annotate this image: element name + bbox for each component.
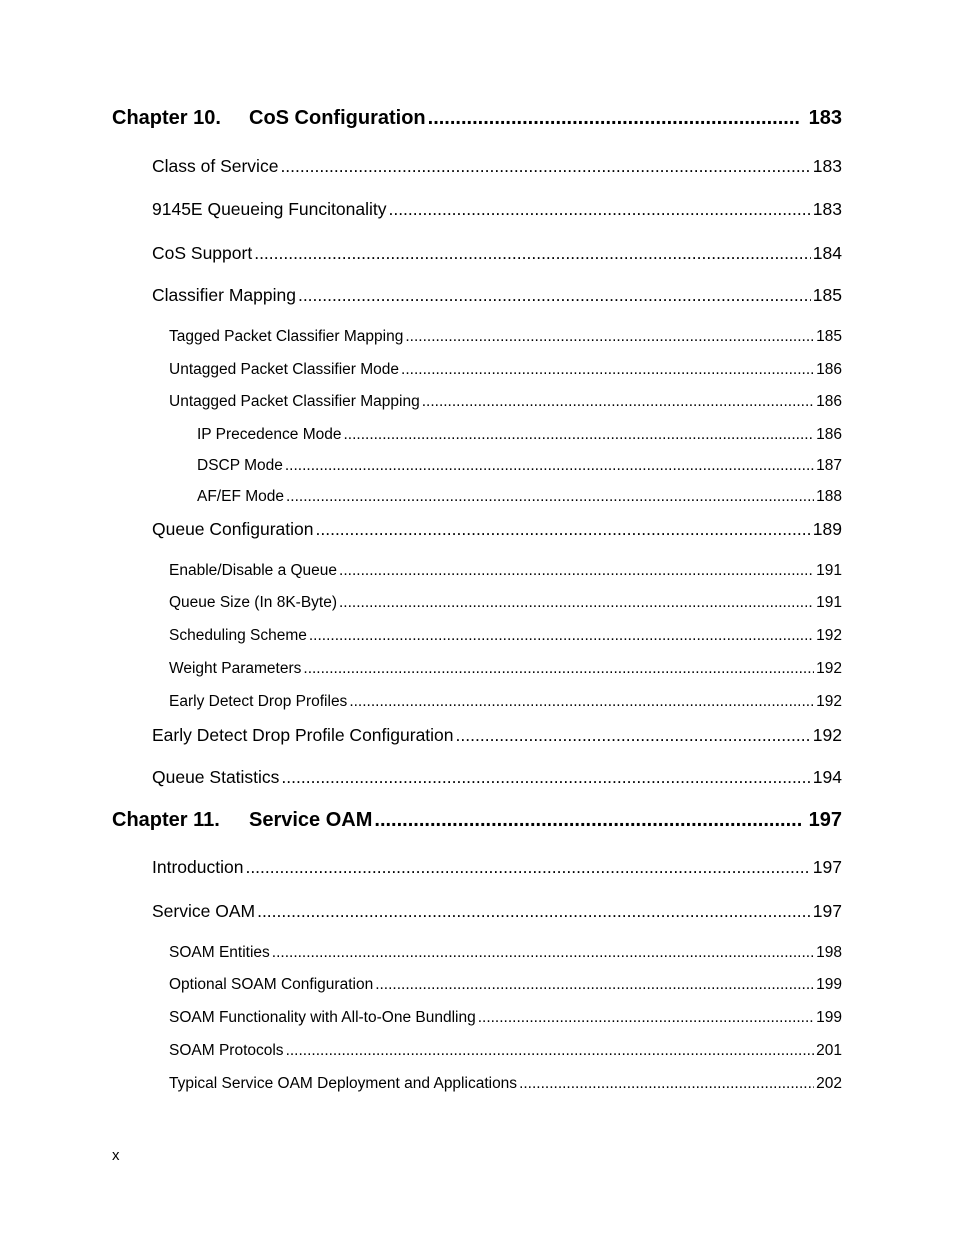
toc-entry-title: Scheduling Scheme [169, 627, 307, 644]
dot-leader [519, 1075, 814, 1093]
toc-entry-title: Class of Service [152, 156, 279, 176]
dot-leader [303, 660, 814, 678]
toc-entry-title: SOAM Protocols [169, 1042, 284, 1059]
dot-leader [257, 901, 811, 922]
dot-leader [405, 328, 814, 346]
toc-entry-title: 9145E Queueing Funcitonality [152, 199, 387, 219]
dot-leader [343, 426, 814, 444]
toc-entry-title: Enable/Disable a Queue [169, 562, 338, 579]
toc-page-number: 202 [816, 1075, 842, 1092]
toc-entry-title: Untagged Packet Classifier Mode [169, 361, 400, 378]
dot-leader [401, 361, 814, 379]
toc-entry[interactable] [169, 562, 842, 580]
chapter-number: Chapter 11. [112, 809, 220, 831]
toc-entry-title: SOAM Functionality with All-to-One Bundling [169, 1009, 476, 1026]
toc-entry[interactable] [197, 457, 842, 475]
dot-leader [388, 199, 810, 220]
toc-entry[interactable] [169, 328, 842, 346]
dot-leader [286, 488, 814, 506]
toc-page-number: 199 [816, 1009, 842, 1026]
toc-entry[interactable] [152, 767, 842, 788]
toc-page-number: 192 [816, 627, 842, 644]
toc-entry-title: Queue Configuration [152, 519, 314, 539]
dot-leader [316, 519, 811, 540]
toc-chapter-entry[interactable] [112, 809, 842, 832]
page-number-footer: x [112, 1147, 120, 1164]
toc-entry-title: Untagged Packet Classifier Mapping [169, 393, 420, 410]
toc-page-number: 188 [816, 488, 842, 505]
toc-page-number: 192 [812, 725, 842, 745]
toc-entry[interactable] [169, 594, 842, 612]
toc-page-number: 183 [812, 199, 842, 219]
toc-entry-title: IP Precedence Mode [197, 426, 342, 443]
dot-leader [349, 693, 814, 711]
toc-entry[interactable] [169, 693, 842, 711]
dot-leader [286, 1042, 815, 1060]
toc-page-number: 197 [812, 857, 842, 877]
toc-entry[interactable] [169, 660, 842, 678]
toc-entry-title: Service OAM [152, 901, 256, 921]
chapter-title: CoS Configuration [249, 107, 426, 129]
toc-page-number: 199 [816, 976, 842, 993]
toc-page-number: 185 [812, 285, 842, 305]
dot-leader [285, 457, 814, 475]
chapter-title: Service OAM [249, 809, 373, 831]
toc-entry[interactable] [169, 627, 842, 645]
dot-leader [422, 393, 814, 411]
toc-entry[interactable] [169, 944, 842, 962]
toc-page-number: 186 [816, 361, 842, 378]
toc-page-number: 191 [816, 562, 842, 579]
toc-entry[interactable] [152, 725, 842, 746]
toc-entry-title [112, 107, 426, 130]
toc-entry-title: Tagged Packet Classifier Mapping [169, 328, 404, 345]
toc-page-number: 197 [812, 901, 842, 921]
dot-leader [478, 1009, 814, 1027]
toc-page-number: 185 [816, 328, 842, 345]
toc-page-number: 201 [816, 1042, 842, 1059]
toc-page-number: 198 [816, 944, 842, 961]
toc-entry-title: Early Detect Drop Profile Configuration [152, 725, 454, 745]
toc-entry[interactable] [152, 857, 842, 878]
toc-entry-title: Early Detect Drop Profiles [169, 693, 348, 710]
toc-entry-title: Introduction [152, 857, 244, 877]
toc-entry-title: Optional SOAM Configuration [169, 976, 374, 993]
toc-entry-title: DSCP Mode [197, 457, 283, 474]
chapter-number: Chapter 10. [112, 107, 221, 129]
toc-page-number: 187 [816, 457, 842, 474]
dot-leader [309, 627, 814, 645]
toc-entry[interactable] [197, 488, 842, 506]
dot-leader [375, 976, 814, 994]
toc-entry-title [112, 809, 372, 832]
toc-entry-title: Typical Service OAM Deployment and Applications [169, 1075, 518, 1092]
toc-page-number: 192 [816, 660, 842, 677]
toc-entry-title: CoS Support [152, 243, 253, 263]
toc-page-number: 192 [816, 693, 842, 710]
toc-page-number: 183 [812, 156, 842, 176]
dot-leader [281, 767, 810, 788]
toc-entry[interactable] [152, 243, 842, 264]
dot-leader [254, 243, 811, 264]
toc-entry-title: Queue Statistics [152, 767, 280, 787]
toc-entry[interactable] [169, 393, 842, 411]
toc-entry[interactable] [152, 285, 842, 306]
toc-entry[interactable] [152, 901, 842, 922]
toc-page-number: 186 [816, 393, 842, 410]
toc-page-number: 194 [812, 767, 842, 787]
dot-leader [245, 857, 810, 878]
toc-entry[interactable] [169, 1075, 842, 1093]
toc-entry[interactable] [152, 156, 842, 177]
dot-leader [298, 285, 811, 306]
toc-entry[interactable] [169, 1042, 842, 1060]
toc-entry[interactable] [169, 361, 842, 379]
dot-leader [280, 156, 810, 177]
toc-entry-title: AF/EF Mode [197, 488, 284, 505]
dot-leader [272, 944, 814, 962]
toc-entry-title: SOAM Entities [169, 944, 270, 961]
toc-page-number: 197 [808, 809, 842, 831]
toc-page-number: 186 [816, 426, 842, 443]
toc-entry[interactable] [169, 1009, 842, 1027]
toc-entry-title: Queue Size (In 8K-Byte) [169, 594, 337, 611]
toc-entry-title: Classifier Mapping [152, 285, 296, 305]
dot-leader [374, 809, 800, 832]
toc-page-number: 183 [808, 107, 842, 129]
toc-page-number: 191 [816, 594, 842, 611]
toc-page-number: 184 [812, 243, 842, 263]
toc-entry[interactable] [152, 199, 842, 220]
dot-leader [339, 594, 814, 612]
toc-entry[interactable] [197, 426, 842, 444]
dot-leader [339, 562, 814, 580]
toc-entry[interactable] [152, 519, 842, 540]
toc-entry-title: Weight Parameters [169, 660, 302, 677]
toc-entry[interactable] [169, 976, 842, 994]
dot-leader [456, 725, 811, 746]
toc-page-number: 189 [812, 519, 842, 539]
toc-chapter-entry[interactable] [112, 107, 842, 130]
dot-leader [428, 107, 801, 130]
